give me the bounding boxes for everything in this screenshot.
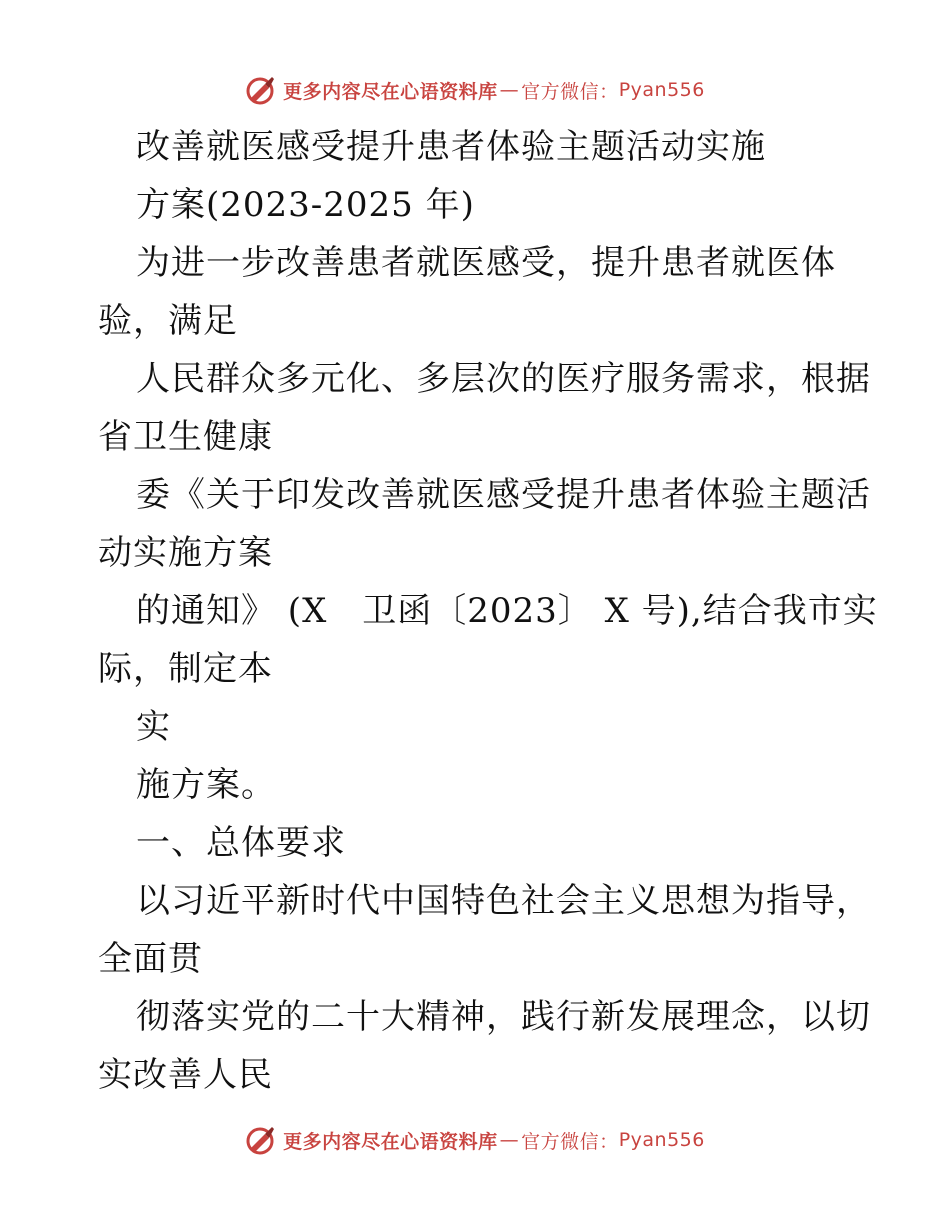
watermark-dash: — xyxy=(499,1129,520,1151)
doc-line: 委《关于印发改善就医感受提升患者体验主题活 xyxy=(136,475,871,515)
doc-line: 省卫生健康 xyxy=(98,417,273,457)
watermark-wechat-label: 官方微信： xyxy=(521,1130,619,1153)
doc-line: 动实施方案 xyxy=(98,533,273,573)
watermark-footer xyxy=(0,1120,950,1160)
doc-line: 实改善人民 xyxy=(98,1055,273,1095)
doc-line: 一、总体要求 xyxy=(136,823,346,863)
watermark-dash: — xyxy=(499,79,520,101)
watermark-wechat-id: Pyan556 xyxy=(618,1129,705,1151)
watermark-brand: 更多内容尽在心语资料库 xyxy=(283,80,498,103)
doc-line: 以习近平新时代中国特色社会主义思想为指导， xyxy=(136,881,871,921)
watermark-brand: 更多内容尽在心语资料库 xyxy=(283,1130,498,1153)
doc-line: 改善就医感受提升患者体验主题活动实施 xyxy=(136,127,766,167)
document-body xyxy=(98,118,878,1104)
doc-line: 实 xyxy=(136,707,171,747)
doc-line: 为进一步改善患者就医感受，提升患者就医体 xyxy=(136,243,836,283)
watermark-wechat-label: 官方微信： xyxy=(521,80,619,103)
doc-line: 人民群众多元化、多层次的医疗服务需求，根据 xyxy=(136,359,871,399)
doc-line: 彻落实党的二十大精神，践行新发展理念，以切 xyxy=(136,997,871,1037)
logo-icon xyxy=(245,74,277,106)
logo-icon xyxy=(245,1124,277,1156)
doc-line: 全面贯 xyxy=(98,939,203,979)
doc-line: 验，满足 xyxy=(98,301,238,341)
watermark-wechat-id: Pyan556 xyxy=(618,79,705,101)
doc-line: 际，制定本 xyxy=(98,649,273,689)
doc-line: 施方案。 xyxy=(136,765,276,805)
doc-line: 的通知》 (X 卫函〔2023〕 X 号),结合我市实 xyxy=(136,591,878,631)
doc-line: 方案(2023-2025 年) xyxy=(136,185,475,225)
watermark-header xyxy=(0,70,950,110)
